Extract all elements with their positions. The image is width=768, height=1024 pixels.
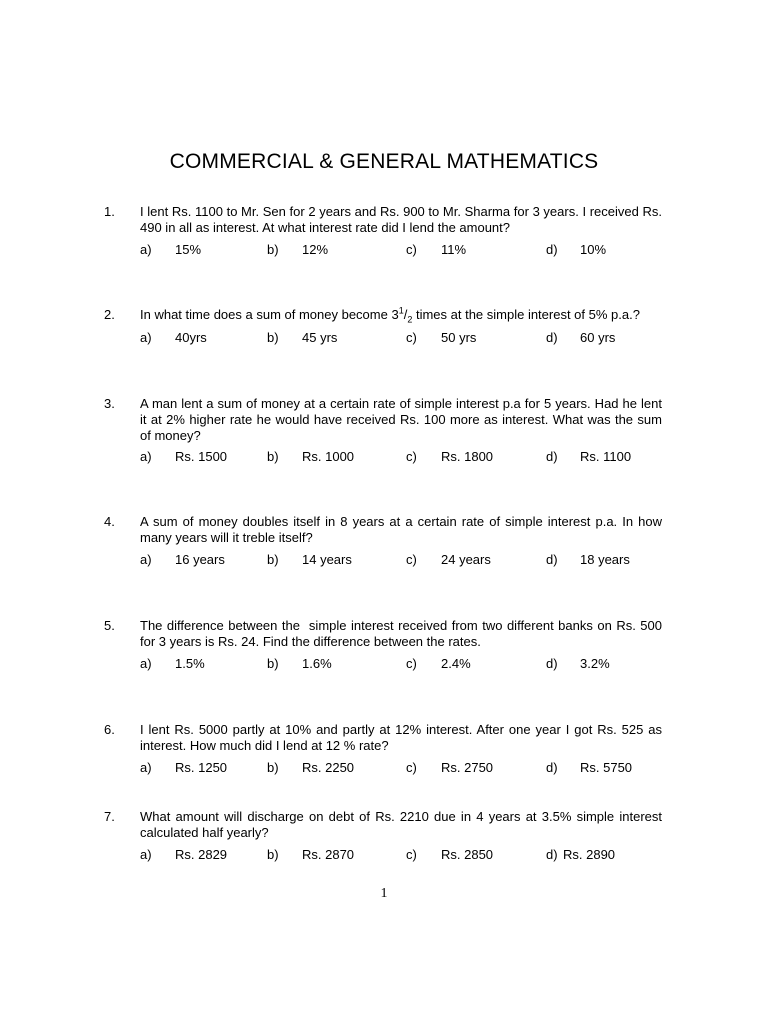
question-text-end: times at the simple interest of 5% p.a.?	[412, 307, 640, 322]
question-text: A man lent a sum of money at a certain rate of simple interest p.a for 5 years. Had he lent it at 2% higher rate he would have received Rs. 100 more as interest. What was the sum of money?	[140, 396, 662, 443]
option-letter-b: b)	[267, 656, 279, 671]
option-letter-d: d)	[546, 656, 558, 671]
option-value-d: Rs. 1100	[580, 449, 632, 464]
option-value-c: Rs. 2850	[441, 847, 494, 862]
option-value-d: 3.2%	[580, 656, 610, 671]
question-number: 2.	[104, 307, 115, 322]
question-text: I lent Rs. 5000 partly at 10% and partly at 12% interest. After one year I got Rs. 525 as interest. How much did I lend at 12 % rate?	[140, 722, 662, 753]
option-letter-d: d)	[546, 847, 558, 862]
option-value-c: 50 yrs	[441, 330, 477, 345]
page-title: COMMERCIAL & GENERAL MATHEMATICS	[169, 150, 599, 173]
option-value-b: 12%	[302, 242, 329, 257]
option-value-d: 10%	[580, 242, 607, 257]
option-letter-c: c)	[406, 552, 417, 567]
option-value-d: Rs. 5750	[580, 760, 633, 775]
question-number: 1.	[104, 204, 115, 219]
option-letter-c: c)	[406, 242, 417, 257]
option-letter-a: a)	[140, 760, 152, 775]
option-letter-b: b)	[267, 330, 279, 345]
option-value-a: Rs. 2829	[175, 847, 228, 862]
option-letter-a: a)	[140, 847, 152, 862]
option-letter-b: b)	[267, 552, 279, 567]
option-value-a: 1.5%	[175, 656, 205, 671]
option-value-a: 15%	[175, 242, 202, 257]
question-number: 3.	[104, 396, 115, 411]
option-letter-d: d)	[546, 760, 558, 775]
question-text: A sum of money doubles itself in 8 years at a certain rate of simple interest p.a. In how many years will it treble itself?	[140, 514, 662, 545]
option-letter-d: d)	[546, 449, 558, 464]
option-letter-a: a)	[140, 656, 152, 671]
question-text: The difference between the simple interest received from two different banks on Rs. 500 for 3 years is Rs. 24. Find the difference between the rates.	[140, 618, 666, 649]
option-value-d: 18 years	[580, 552, 630, 567]
option-letter-c: c)	[406, 847, 417, 862]
option-letter-b: b)	[267, 449, 279, 464]
option-value-a: 40yrs	[175, 330, 207, 345]
question-number: 6.	[104, 722, 115, 737]
option-letter-c: c)	[406, 330, 417, 345]
question-text	[140, 307, 662, 323]
option-letter-d: d)	[546, 330, 558, 345]
option-letter-c: c)	[406, 656, 417, 671]
option-letter-a: a)	[140, 242, 152, 257]
question-text-start: In what time does a sum of money become 3	[140, 307, 399, 322]
fraction-slash: /	[403, 307, 408, 322]
option-value-b: 1.6%	[302, 656, 332, 671]
option-value-b: Rs. 1000	[302, 449, 355, 464]
option-value-c: 24 years	[441, 552, 491, 567]
option-value-d: 60 yrs	[580, 330, 616, 345]
option-value-b: 45 yrs	[302, 330, 338, 345]
option-value-b: Rs. 2250	[302, 760, 355, 775]
option-letter-c: c)	[406, 760, 417, 775]
question-text: What amount will discharge on debt of Rs. 2210 due in 4 years at 3.5% simple interest calculated half yearly?	[140, 809, 662, 840]
option-value-d: Rs. 2890	[563, 847, 616, 862]
option-value-c: 2.4%	[441, 656, 471, 671]
option-letter-a: a)	[140, 449, 152, 464]
option-value-c: Rs. 1800	[441, 449, 494, 464]
option-letter-c: c)	[406, 449, 417, 464]
option-value-c: 11%	[441, 242, 467, 257]
question-number: 4.	[104, 514, 115, 529]
option-value-c: Rs. 2750	[441, 760, 494, 775]
fraction-denominator: 2	[407, 314, 413, 325]
option-value-a: Rs. 1250	[175, 760, 228, 775]
question-number: 5.	[104, 618, 115, 633]
option-letter-a: a)	[140, 552, 152, 567]
fraction-numerator: 1	[398, 305, 404, 316]
option-value-a: Rs. 1500	[175, 449, 228, 464]
question-text: I lent Rs. 1100 to Mr. Sen for 2 years and Rs. 900 to Mr. Sharma for 3 years. I received Rs. 490 in all as interest. At what interest rate did I lend the amount?	[140, 204, 662, 235]
option-value-a: 16 years	[175, 552, 225, 567]
option-value-b: Rs. 2870	[302, 847, 355, 862]
option-letter-d: d)	[546, 552, 558, 567]
option-value-b: 14 years	[302, 552, 352, 567]
option-letter-b: b)	[267, 760, 279, 775]
option-letter-b: b)	[267, 847, 279, 862]
option-letter-d: d)	[546, 242, 558, 257]
option-letter-a: a)	[140, 330, 152, 345]
page-number: 1	[380, 886, 388, 901]
question-number: 7.	[104, 809, 115, 824]
option-letter-b: b)	[267, 242, 279, 257]
